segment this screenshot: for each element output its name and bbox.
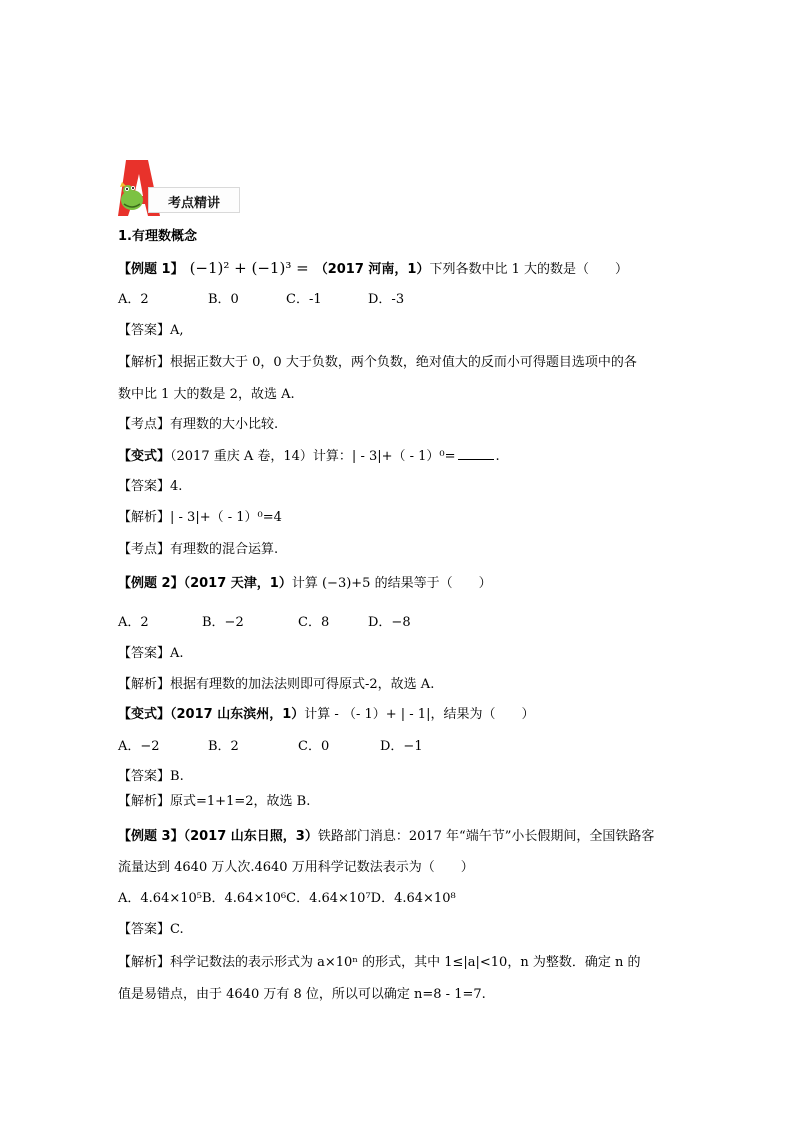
section-header <box>118 160 243 216</box>
example-tag: 【例题 2】 <box>118 576 184 591</box>
analysis-tag: 【解析】 <box>118 794 171 809</box>
point-text: 有理数的混合运算. <box>170 542 279 557</box>
example-1-point <box>118 416 278 434</box>
option-a: A．2 <box>118 615 149 630</box>
option-b: B．−2 <box>202 615 244 630</box>
analysis-text: | - 3|+（ - 1）⁰=4 <box>170 510 282 525</box>
section-title: 1.有理数概念 <box>118 229 197 244</box>
analysis-text: 根据正数大于 0，0 大于负数，两个负数，绝对值大的反而小可得题目选项中的各 <box>170 355 637 370</box>
analysis-tag: 【解析】 <box>118 677 171 692</box>
point-text: 有理数的大小比较. <box>170 417 279 432</box>
example-2-question <box>118 575 492 593</box>
question-text: 计算 - （- 1）+ | - 1|，结果为（ ） <box>304 707 535 722</box>
point-tag: 【考点】 <box>118 417 171 432</box>
analysis-text: 科学记数法的表示形式为 a×10ⁿ 的形式，其中 1≤|a|<10，n 为整数．确定 n 的 <box>170 955 641 970</box>
analysis-tag: 【解析】 <box>118 510 171 525</box>
answer-tag: 【答案】 <box>118 922 171 937</box>
example-2-answer <box>118 645 184 663</box>
question-text: （2017 重庆 A 卷，14）计算：| - 3|+（ - 1）⁰= <box>170 449 456 464</box>
analysis-text: 根据有理数的加法法则即可得原式-2，故选 A. <box>170 677 435 692</box>
point-tag: 【考点】 <box>118 542 171 557</box>
answer-text: A, <box>170 323 184 338</box>
example-1-analysis-cont: 数中比 1 大的数是 2，故选 A. <box>118 387 295 402</box>
variant-source: （2017 山东滨州，1） <box>170 707 305 722</box>
answer-text: 4. <box>170 479 183 494</box>
example-2-options <box>118 614 411 632</box>
answer-text: A. <box>170 646 184 661</box>
example-tag: 【例题 3】 <box>118 829 184 844</box>
option-d: D．-3 <box>368 292 405 307</box>
analysis-text: 原式=1+1=2，故选 B. <box>170 794 311 809</box>
answer-tag: 【答案】 <box>118 769 171 784</box>
answer-blank <box>458 447 494 460</box>
example-1-analysis <box>118 354 637 372</box>
option-d: D．−1 <box>380 739 423 754</box>
example-3-options: A．4.64×10⁵B．4.64×10⁶C．4.64×10⁷D．4.64×10⁸ <box>118 891 456 906</box>
option-a: A．2 <box>118 292 149 307</box>
example-source: （2017 山东日照，3） <box>183 829 318 844</box>
option-b: B．0 <box>208 292 239 307</box>
example-source: （2017 天津，1） <box>183 576 292 591</box>
variant-tag: 【变式】 <box>118 449 171 464</box>
example-1-answer <box>118 322 184 340</box>
option-b: B．2 <box>208 739 239 754</box>
analysis-tag: 【解析】 <box>118 355 171 370</box>
option-d: D．−8 <box>368 615 411 630</box>
variant-tag: 【变式】 <box>118 707 171 722</box>
example-1-formula: (−1)² + (−1)³ = <box>189 259 309 277</box>
variant-2-options <box>118 738 423 756</box>
variant-1-point <box>118 541 278 559</box>
option-c: C．-1 <box>286 292 322 307</box>
example-tag: 【例题 1】 <box>118 262 184 277</box>
question-end: . <box>495 449 500 464</box>
example-3-analysis <box>118 954 640 972</box>
variant-1-question <box>118 447 500 466</box>
example-3-question-cont: 流量达到 4640 万人次.4640 万用科学记数法表示为（ ） <box>118 860 474 875</box>
example-3-answer <box>118 921 184 939</box>
analysis-tag: 【解析】 <box>118 955 171 970</box>
example-3-question <box>118 828 654 846</box>
question-text: 计算 (−3)+5 的结果等于（ ） <box>291 576 492 591</box>
variant-1-answer <box>118 478 182 496</box>
answer-text: C. <box>170 922 184 937</box>
answer-tag: 【答案】 <box>118 479 171 494</box>
answer-tag: 【答案】 <box>118 323 171 338</box>
option-c: C．0 <box>298 739 330 754</box>
variant-1-analysis <box>118 509 282 527</box>
example-3-analysis-cont: 值是易错点，由于 4640 万有 8 位，所以可以确定 n=8 - 1=7. <box>118 987 486 1002</box>
question-text: 铁路部门消息：2017 年“端午节”小长假期间，全国铁路客 <box>317 829 655 844</box>
option-c: C．8 <box>298 615 330 630</box>
variant-2-question <box>118 706 534 724</box>
header-title: 考点精讲 <box>168 196 221 211</box>
answer-tag: 【答案】 <box>118 646 171 661</box>
example-1-question <box>118 259 628 279</box>
option-a: A．−2 <box>118 739 160 754</box>
answer-text: B. <box>170 769 184 784</box>
variant-2-answer <box>118 768 184 786</box>
example-2-analysis <box>118 676 434 694</box>
example-1-options <box>118 291 404 309</box>
example-source: （2017 河南，1） <box>314 262 430 277</box>
variant-2-analysis <box>118 793 310 811</box>
question-text: 下列各数中比 1 大的数是（ ） <box>429 262 628 277</box>
